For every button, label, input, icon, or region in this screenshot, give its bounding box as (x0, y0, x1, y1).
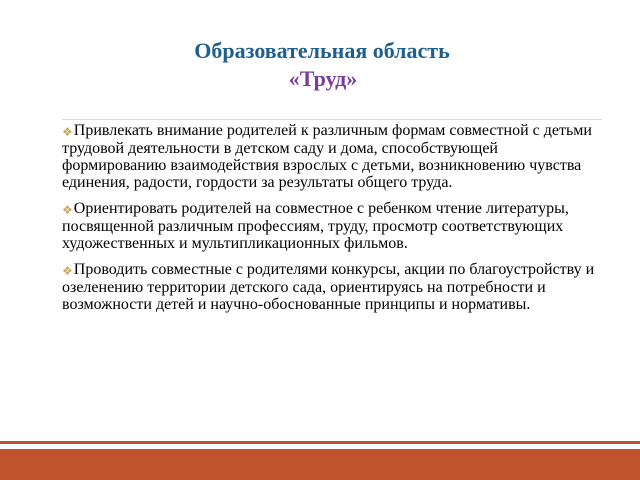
footer-accent-line (0, 441, 640, 444)
diamond-bullet-icon: ❖ (62, 203, 73, 217)
footer-bar (0, 449, 640, 480)
bullet-text-2: Ориентировать родителей на совместное с ребенком чтение литературы, посвященной различным профессиям, труду, просмотр соответствующих художественных и мультипликационных фильмов. (62, 200, 569, 252)
title-line-2: «Труд» (288, 66, 358, 91)
title-divider (62, 119, 602, 120)
bullet-item-1 (62, 122, 602, 191)
bullet-text-1: Привлекать внимание родителей к различным формам совместной с детьми трудовой деятельности в детском саду и дома, способствующей формированию взаимодействия взрослых с детьми, возникновению чувства единения, радости, гордости за результаты общего труда. (62, 122, 592, 191)
bullet-item-3 (62, 261, 602, 313)
bullet-item-2 (62, 200, 602, 252)
bullet-list (62, 122, 602, 322)
title-line-1: Образовательная область (194, 38, 450, 63)
bullet-text-3: Проводить совместные с родителями конкурсы, акции по благоустройству и озеленению территории детского сада, ориентируясь на потребности и возможности детей и научно-обоснованные принципы и нормативы. (62, 261, 595, 313)
diamond-bullet-icon: ❖ (62, 125, 73, 139)
diamond-bullet-icon: ❖ (62, 264, 73, 278)
slide-title (0, 38, 640, 92)
